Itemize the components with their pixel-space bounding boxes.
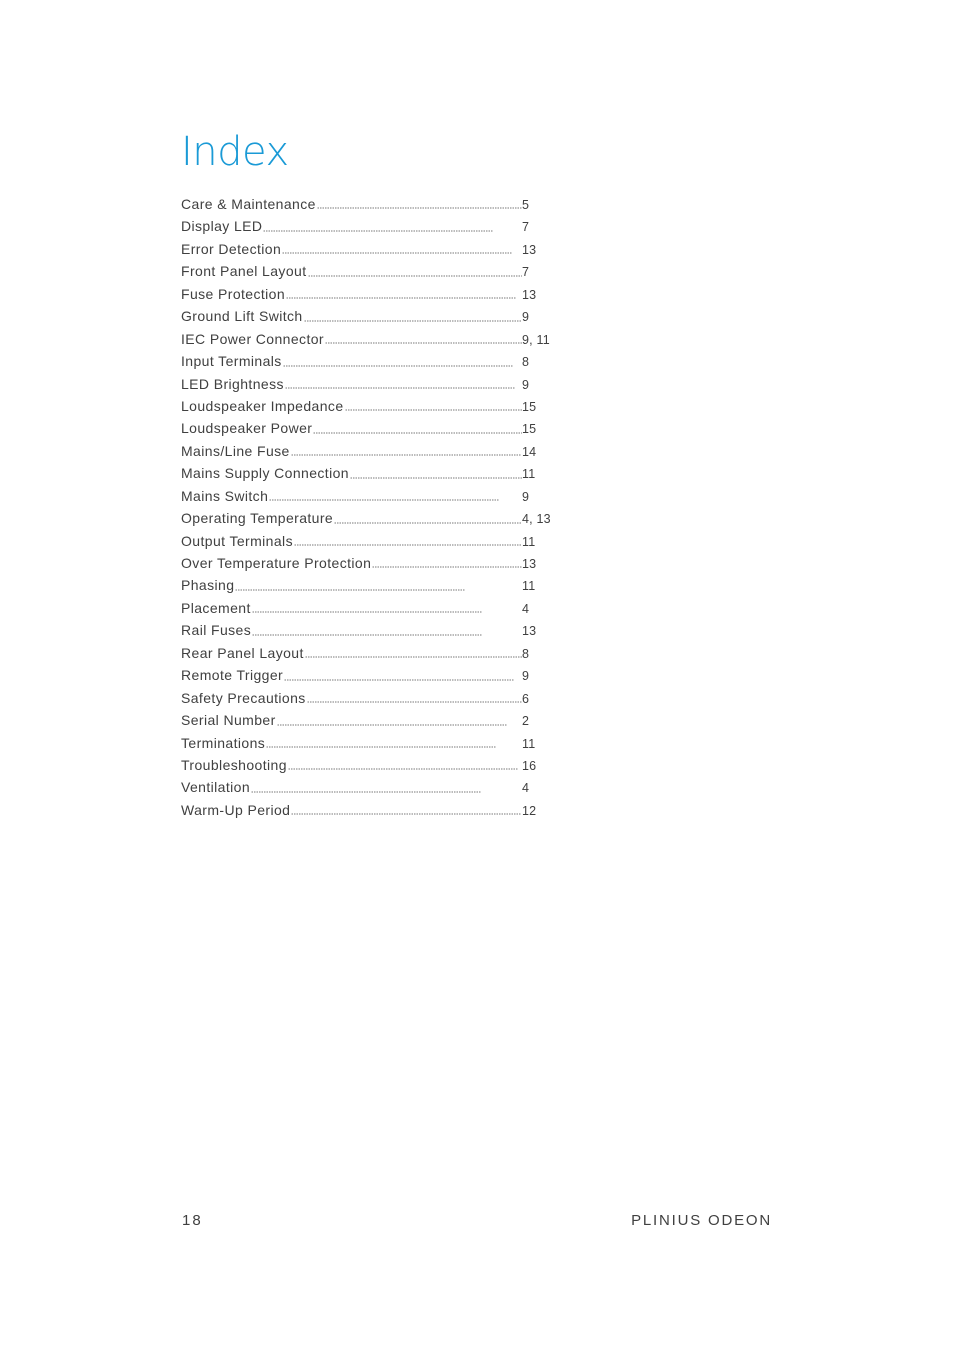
index-entry-pages: 7 xyxy=(522,220,530,235)
index-entry-pages: 11 xyxy=(522,534,536,549)
index-entry-leader-box xyxy=(181,373,522,395)
index-entry xyxy=(181,687,581,709)
index-entry xyxy=(181,709,581,731)
index-entry xyxy=(181,260,581,282)
index-entry-term: Troubleshooting xyxy=(181,756,287,773)
index-entry xyxy=(181,350,581,372)
dot-leader xyxy=(266,746,496,748)
index-entry xyxy=(181,507,581,529)
index-entry-term: Loudspeaker Power xyxy=(181,420,313,437)
index-entry-pages: 15 xyxy=(522,422,537,437)
index-entry-term: Mains/Line Fuse xyxy=(181,442,290,459)
index-entry-term: Placement xyxy=(181,599,251,616)
index-entry-term: Ground Lift Switch xyxy=(181,308,303,325)
index-entry-term: Serial Number xyxy=(181,712,276,729)
index-entry-term: Over Temperature Protection xyxy=(181,555,372,571)
dot-leader xyxy=(317,207,522,209)
index-entry-leader-box xyxy=(181,597,522,619)
index-entry xyxy=(181,485,581,507)
dot-leader xyxy=(269,499,499,501)
index-entry-term: Care & Maintenance xyxy=(181,196,316,212)
index-entry-leader-box xyxy=(181,260,522,282)
dot-leader xyxy=(286,297,516,299)
index-entry-term: Input Terminals xyxy=(181,353,282,370)
index-entry-pages: 9, 11 xyxy=(522,332,550,347)
index-entry-term: Remote Trigger xyxy=(181,667,284,684)
index-entry-leader-box xyxy=(181,193,522,215)
dot-leader xyxy=(313,432,522,434)
index-entry xyxy=(181,283,581,305)
index-entry xyxy=(181,373,581,395)
index-entry-leader-box xyxy=(181,417,522,439)
index-entry-term: IEC Power Connector xyxy=(181,330,324,347)
index-entry-pages: 14 xyxy=(522,444,537,459)
dot-leader xyxy=(251,791,481,793)
index-entry-leader-box xyxy=(181,754,522,776)
index-entry-leader-box xyxy=(181,552,522,574)
index-entry xyxy=(181,328,581,350)
index-entry-term: Operating Temperature xyxy=(181,510,334,527)
index-entry-leader-box xyxy=(181,350,522,372)
dot-leader xyxy=(372,566,522,568)
index-list xyxy=(181,193,581,821)
index-entry-leader-box xyxy=(181,238,522,260)
index-entry-leader-box xyxy=(181,507,522,529)
index-entry-term: Warm-Up Period xyxy=(181,801,291,818)
index-entry-pages: 11 xyxy=(522,736,536,751)
index-entry xyxy=(181,799,581,821)
index-entry xyxy=(181,619,581,641)
index-entry-term: Ventilation xyxy=(181,779,251,796)
index-entry-term: LED Brightness xyxy=(181,375,284,392)
index-entry-term: Front Panel Layout xyxy=(181,263,307,280)
page-title: Index xyxy=(181,129,289,175)
index-entry-pages: 9 xyxy=(522,489,530,504)
index-entry-pages: 4, 13 xyxy=(522,512,551,527)
index-entry-leader-box xyxy=(181,530,522,552)
index-entry xyxy=(181,440,581,462)
index-entry-pages: 7 xyxy=(522,265,530,280)
index-entry-leader-box xyxy=(181,732,522,754)
footer-page-number: 18 xyxy=(182,1212,203,1229)
index-entry-pages: 5 xyxy=(522,198,530,212)
index-entry-leader-box xyxy=(181,687,522,709)
index-entry-pages: 16 xyxy=(522,758,537,773)
index-entry-leader-box xyxy=(181,328,522,350)
index-entry-pages: 9 xyxy=(522,310,530,325)
index-entry-term: Rail Fuses xyxy=(181,622,252,639)
index-entry-term: Terminations xyxy=(181,734,266,751)
dot-leader xyxy=(291,813,521,815)
index-entry xyxy=(181,664,581,686)
index-entry xyxy=(181,776,581,798)
index-entry-leader-box xyxy=(181,440,522,462)
index-entry-pages: 6 xyxy=(522,691,530,706)
index-entry-pages: 13 xyxy=(522,624,537,639)
dot-leader xyxy=(235,589,465,591)
index-entry xyxy=(181,642,581,664)
dot-leader xyxy=(350,477,522,479)
index-entry xyxy=(181,238,581,260)
index-entry xyxy=(181,215,581,237)
footer-product-name: PLINIUS ODEON xyxy=(631,1212,772,1229)
index-entry xyxy=(181,574,581,596)
dot-leader xyxy=(282,252,512,254)
dot-leader xyxy=(284,679,514,681)
index-entry-pages: 13 xyxy=(522,557,537,571)
index-entry-leader-box xyxy=(181,664,522,686)
index-entry-pages: 9 xyxy=(522,377,530,392)
index-entry-pages: 11 xyxy=(522,579,536,594)
index-entry-term: Mains Supply Connection xyxy=(181,465,349,482)
index-entry xyxy=(181,417,581,439)
index-entry-pages: 8 xyxy=(522,355,530,370)
dot-leader xyxy=(285,387,515,389)
index-entry-leader-box xyxy=(181,709,522,731)
index-entry-leader-box xyxy=(181,215,522,237)
index-entry-pages: 13 xyxy=(522,242,537,257)
index-entry-term: Error Detection xyxy=(181,240,282,257)
dot-leader xyxy=(252,634,482,636)
index-entry-leader-box xyxy=(181,642,522,664)
index-entry-pages: 2 xyxy=(522,714,530,729)
index-entry-pages: 12 xyxy=(522,803,537,818)
index-entry-term: Output Terminals xyxy=(181,532,293,549)
dot-leader xyxy=(288,768,518,770)
index-entry-leader-box xyxy=(181,395,522,417)
index-entry-leader-box xyxy=(181,305,522,327)
index-entry-pages: 15 xyxy=(522,399,537,414)
dot-leader xyxy=(294,544,522,546)
index-entry xyxy=(181,305,581,327)
dot-leader xyxy=(305,656,522,658)
index-entry xyxy=(181,193,581,215)
index-entry xyxy=(181,395,581,417)
index-entry-leader-box xyxy=(181,485,522,507)
dot-leader xyxy=(345,409,522,411)
index-entry-leader-box xyxy=(181,799,522,821)
dot-leader xyxy=(277,724,507,726)
dot-leader xyxy=(291,454,521,456)
dot-leader xyxy=(304,320,522,322)
index-entry-pages: 4 xyxy=(522,781,530,796)
dot-leader xyxy=(325,342,522,344)
dot-leader xyxy=(334,522,522,524)
dot-leader xyxy=(308,275,523,277)
index-entry xyxy=(181,597,581,619)
index-entry xyxy=(181,462,581,484)
index-entry-pages: 4 xyxy=(522,601,530,616)
index-entry-pages: 11 xyxy=(522,467,536,482)
index-entry-pages: 8 xyxy=(522,646,530,661)
index-entry-term: Fuse Protection xyxy=(181,285,286,302)
index-entry xyxy=(181,530,581,552)
index-entry-term: Rear Panel Layout xyxy=(181,644,304,661)
dot-leader xyxy=(283,365,513,367)
index-entry-term: Mains Switch xyxy=(181,487,269,504)
index-entry-pages: 13 xyxy=(522,287,537,302)
index-entry-leader-box xyxy=(181,283,522,305)
index-entry xyxy=(181,754,581,776)
dot-leader xyxy=(307,701,522,703)
index-entry-pages: 9 xyxy=(522,669,530,684)
index-entry-leader-box xyxy=(181,574,522,596)
index-entry-term: Display LED xyxy=(181,218,263,235)
index-entry-leader-box xyxy=(181,462,522,484)
index-entry xyxy=(181,552,581,574)
index-entry-term: Safety Precautions xyxy=(181,689,306,706)
index-entry-leader-box xyxy=(181,619,522,641)
index-entry xyxy=(181,732,581,754)
dot-leader xyxy=(263,230,493,232)
index-entry-term: Loudspeaker Impedance xyxy=(181,397,344,414)
dot-leader xyxy=(252,611,482,613)
index-entry-leader-box xyxy=(181,776,522,798)
index-entry-term: Phasing xyxy=(181,577,235,594)
